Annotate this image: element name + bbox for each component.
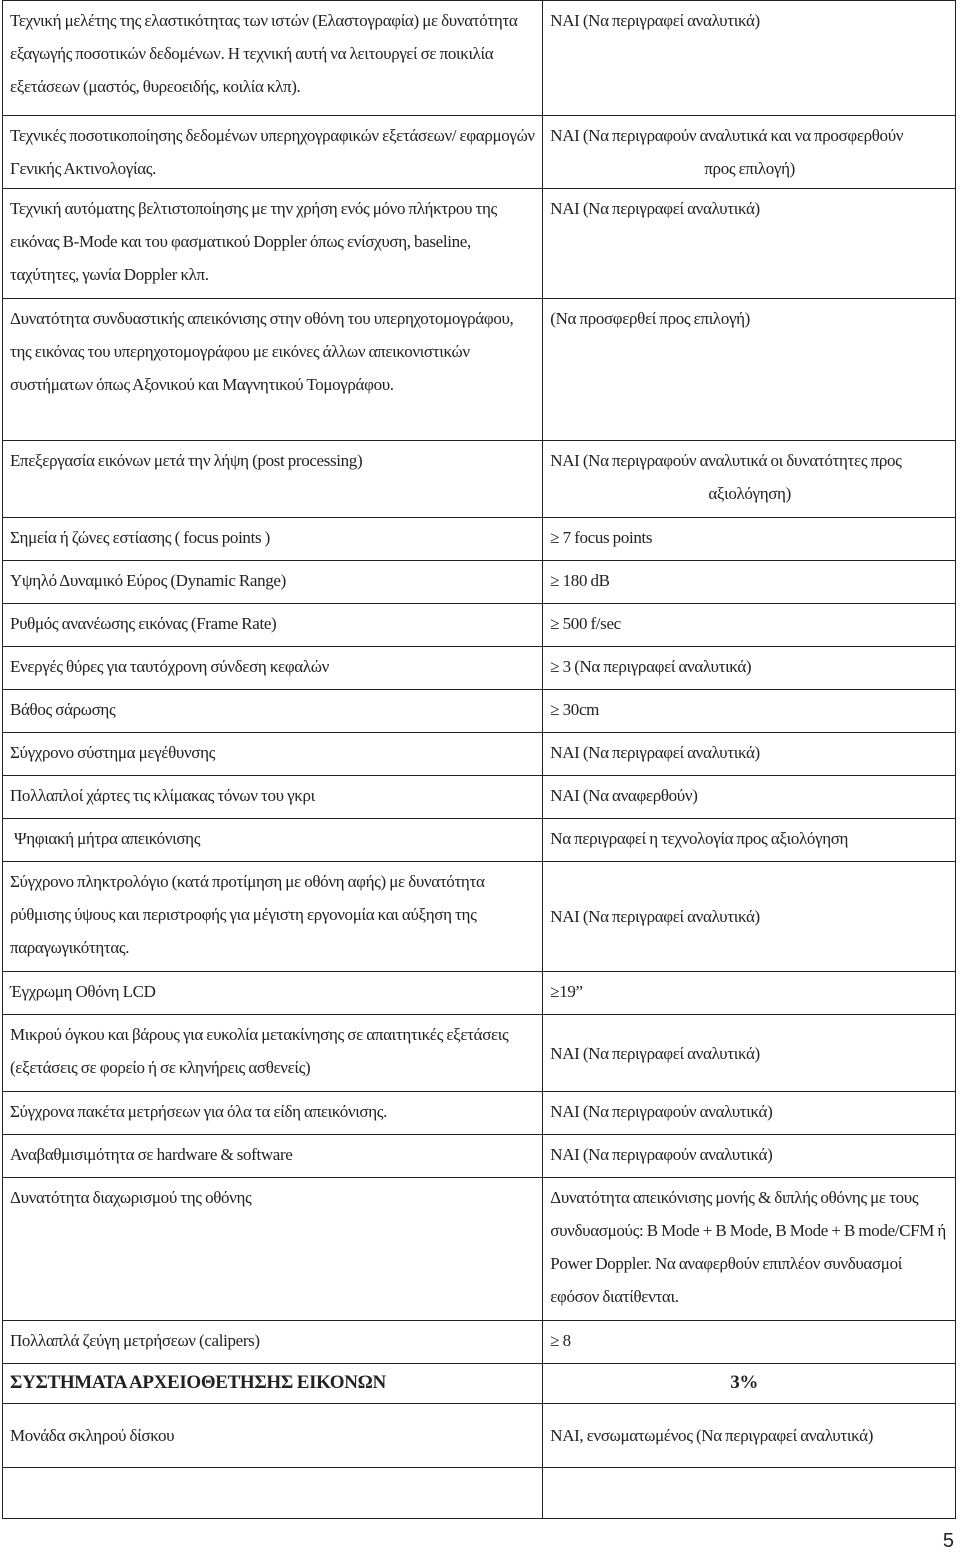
response-continuation: αξιολόγηση) (708, 484, 791, 503)
table-row (3, 1092, 956, 1135)
response-cell: ΝΑΙ (Να περιγραφεί αναλυτικά) (543, 189, 956, 299)
response-cell (543, 441, 956, 518)
response-cell: ΝΑΙ (Να περιγραφεί αναλυτικά) (543, 733, 956, 776)
response-cell (543, 116, 956, 189)
requirement-cell: Δυνατότητα συνδυαστικής απεικόνισης στην οθόνη του υπερηχοτομογράφου, της εικόνας του υπερηχοτομογράφου με εικόνες άλλων απεικονιστικών συστήματων όπως Αξονικού και Μαγνητικού Τομογράφου. (3, 299, 543, 441)
table-row (3, 1, 956, 116)
requirement-cell: Έγχρωμη Οθόνη LCD (3, 972, 543, 1015)
response-cell: ΝΑΙ, ενσωματωμένος (Να περιγραφεί αναλυτικά) (543, 1404, 956, 1468)
requirement-cell: Επεξεργασία εικόνων μετά την λήψη (post processing) (3, 441, 543, 518)
response-text: ΝΑΙ (Να περιγραφούν αναλυτικά οι δυνατότητες προς (550, 451, 902, 470)
response-cell: Δυνατότητα απεικόνισης μονής & διπλής οθόνης με τους συνδυασμούς: B Mode + B Mode, B Mode + B mode/CFM ή Power Doppler. Να αναφερθούν επιπλέον συνδυασμοί εφόσον διατίθενται. (543, 1178, 956, 1321)
empty-cell (543, 1468, 956, 1519)
response-cell: ≥ 30cm (543, 690, 956, 733)
requirement-cell: Αναβαθμισιμότητα σε hardware & software (3, 1135, 543, 1178)
requirement-cell: Σύγχρονο πληκτρολόγιο (κατά προτίμηση με οθόνη αφής) με δυνατότητα ρύθμισης ύψους και περιστροφής για μέγιστη εργονομία και αύξηση της παραγωγικότητας. (3, 862, 543, 972)
table-row (3, 862, 956, 972)
requirement-cell: Βάθος σάρωσης (3, 690, 543, 733)
requirement-cell: Σύγχρονο σύστημα μεγέθυνσης (3, 733, 543, 776)
table-row (3, 1404, 956, 1468)
table-row (3, 299, 956, 441)
response-cell: (Να προσφερθεί προς επιλογή) (543, 299, 956, 441)
table-row (3, 561, 956, 604)
table-row (3, 733, 956, 776)
table-row (3, 776, 956, 819)
requirement-cell: Πολλαπλά ζεύγη μετρήσεων (calipers) (3, 1321, 543, 1364)
requirement-cell: Τεχνική μελέτης της ελαστικότητας των ιστών (Ελαστογραφία) με δυνατότητα εξαγωγής ποσοτικών δεδομένων. Η τεχνική αυτή να λειτουργεί σε ποικιλία εξετάσεων (μαστός, θυρεοειδής, κοιλία κλπ). (3, 1, 543, 116)
table-row (3, 647, 956, 690)
requirement-cell: Σύγχρονα πακέτα μετρήσεων για όλα τα είδη απεικόνισης. (3, 1092, 543, 1135)
requirement-cell: Ρυθμός ανανέωσης εικόνας (Frame Rate) (3, 604, 543, 647)
requirement-cell: Υψηλό Δυναμικό Εύρος (Dynamic Range) (3, 561, 543, 604)
table-row (3, 189, 956, 299)
table-row (3, 1015, 956, 1092)
requirement-cell: Τεχνική αυτόματης βελτιστοποίησης με την χρήση ενός μόνο πλήκτρου της εικόνας B-Mode και του φασματικού Doppler όπως ενίσχυση, baseline, ταχύτητες, γωνία Doppler κλπ. (3, 189, 543, 299)
response-cell: ≥ 3 (Να περιγραφεί αναλυτικά) (543, 647, 956, 690)
requirement-cell: Ψηφιακή μήτρα απεικόνισης (3, 819, 543, 862)
requirement-cell: Μονάδα σκληρού δίσκου (3, 1404, 543, 1468)
response-cell: ≥ 7 focus points (543, 518, 956, 561)
section-header-row (3, 1364, 956, 1404)
response-text: ΝΑΙ (Να περιγραφούν αναλυτικά και να προσφερθούν (550, 126, 904, 145)
section-title: ΣΥΣΤΗΜΑΤΑ ΑΡΧΕΙΟΘΕΤΗΣΗΣ ΕΙΚΟΝΩΝ (3, 1364, 543, 1404)
table-row (3, 116, 956, 189)
empty-cell (3, 1468, 543, 1519)
requirement-cell: Μικρού όγκου και βάρους για ευκολία μετακίνησης σε απαιτητικές εξετάσεις (εξετάσεις σε φορείο ή σε κληνήρεις ασθενείς) (3, 1015, 543, 1092)
requirement-cell: Σημεία ή ζώνες εστίασης ( focus points ) (3, 518, 543, 561)
table-row (3, 518, 956, 561)
response-cell: ≥ 180 dB (543, 561, 956, 604)
table-row (3, 1321, 956, 1364)
section-weight: 3% (730, 1372, 759, 1393)
response-cell: ΝΑΙ (Να περιγραφεί αναλυτικά) (543, 1015, 956, 1092)
table-row (3, 690, 956, 733)
response-cell: ΝΑΙ (Να αναφερθούν) (543, 776, 956, 819)
response-cell: ≥ 500 f/sec (543, 604, 956, 647)
table-row (3, 972, 956, 1015)
response-cell: ΝΑΙ (Να περιγραφούν αναλυτικά) (543, 1092, 956, 1135)
table-row (3, 819, 956, 862)
table-row (3, 604, 956, 647)
table-row (3, 1178, 956, 1321)
response-cell: ≥19” (543, 972, 956, 1015)
specification-table (2, 0, 956, 1519)
section-weight-cell (543, 1364, 956, 1404)
response-cell: ≥ 8 (543, 1321, 956, 1364)
table-row (3, 1135, 956, 1178)
requirement-cell: Πολλαπλοί χάρτες τις κλίμακας τόνων του γκρι (3, 776, 543, 819)
requirement-cell: Δυνατότητα διαχωρισμού της οθόνης (3, 1178, 543, 1321)
response-cell: ΝΑΙ (Να περιγραφεί αναλυτικά) (543, 1, 956, 116)
empty-row (3, 1468, 956, 1519)
page-number: 5 (942, 1530, 954, 1552)
response-cell: Να περιγραφεί η τεχνολογία προς αξιολόγηση (543, 819, 956, 862)
response-continuation: προς επιλογή) (704, 159, 795, 178)
response-cell: ΝΑΙ (Να περιγραφούν αναλυτικά) (543, 1135, 956, 1178)
requirement-cell: Τεχνικές ποσοτικοποίησης δεδομένων υπερηχογραφικών εξετάσεων/ εφαρμογών Γενικής Ακτινολογίας. (3, 116, 543, 189)
requirement-cell: Ενεργές θύρες για ταυτόχρονη σύνδεση κεφαλών (3, 647, 543, 690)
response-cell: ΝΑΙ (Να περιγραφεί αναλυτικά) (543, 862, 956, 972)
table-row (3, 441, 956, 518)
